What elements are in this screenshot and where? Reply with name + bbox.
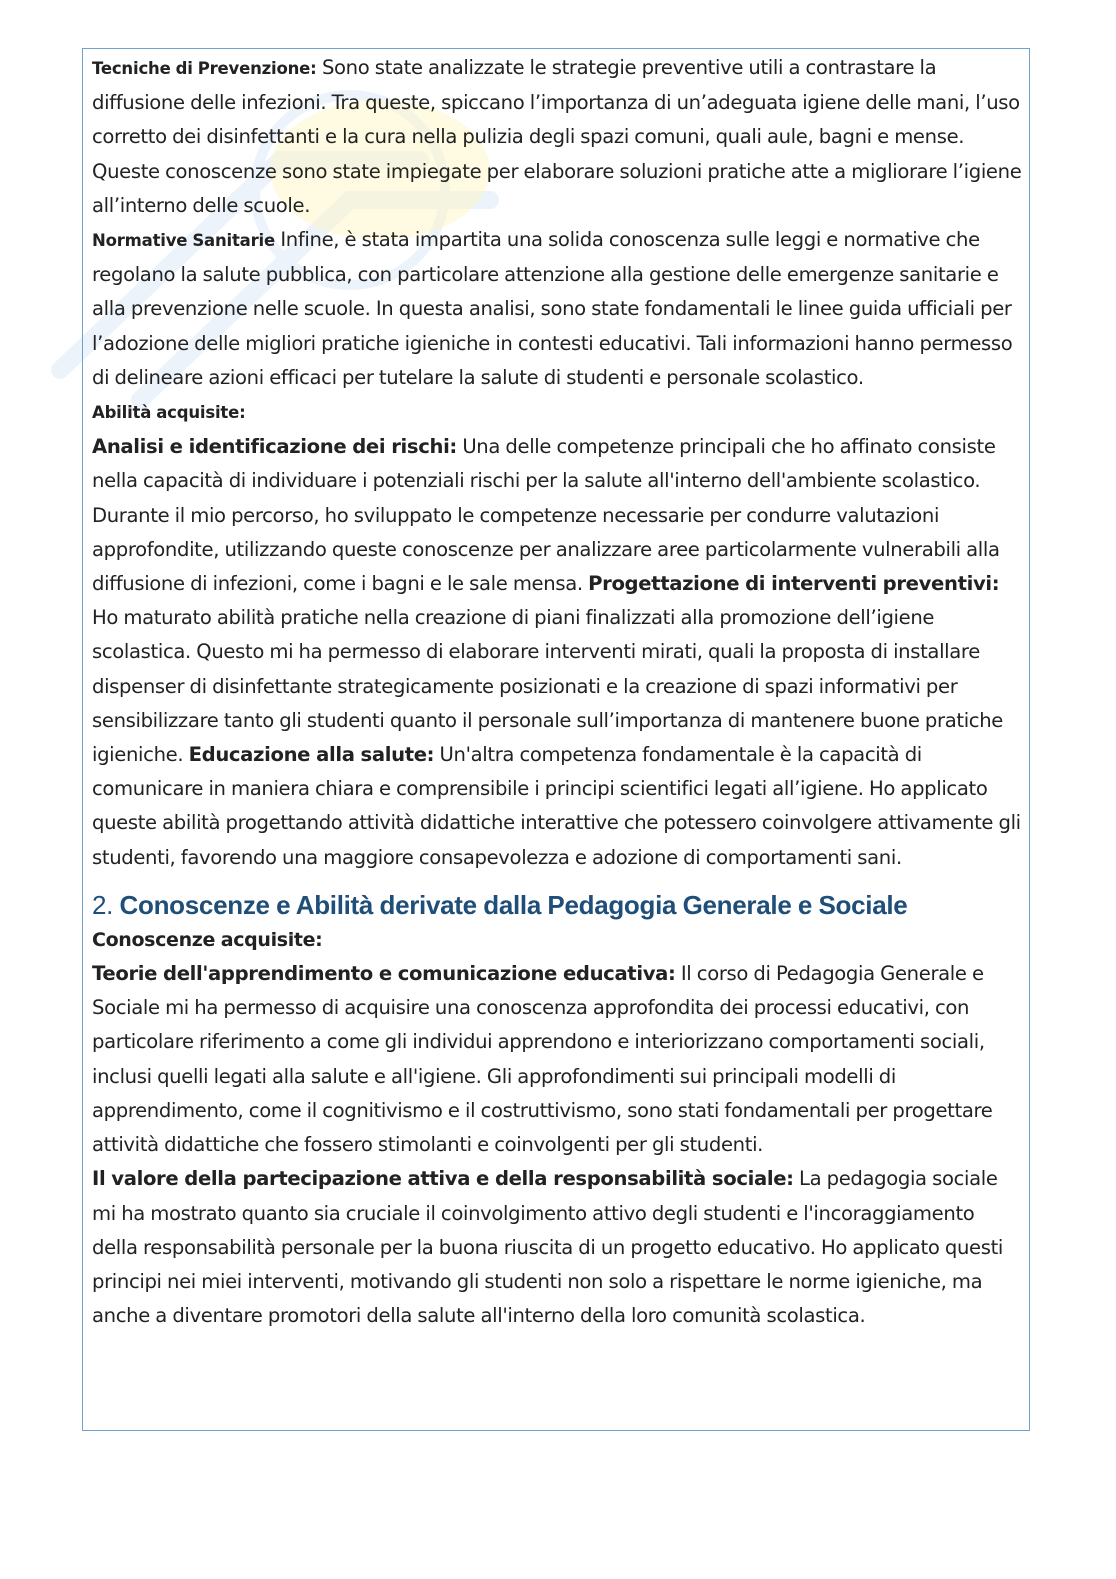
knowledge-heading-text: Conoscenze acquisite: [92, 928, 323, 951]
paragraph-theories [92, 957, 1022, 1162]
paragraph-abilities [92, 430, 1022, 875]
risk-label: Analisi e identificazione dei rischi: [92, 435, 457, 459]
theories-text: Il corso di Pedagogia Generale e Sociale mi ha permesso di acquisire una conoscenza approfondita dei processi educativi, con particolare riferimento a come gli individui apprendono e interiorizzano comportamenti sociali, inclusi quelli legati alla salute e all'igiene. Gli approfondimenti sui principali modelli di apprendimento, come il cognitivismo e il costruttivismo, sono stati fondamentali per progettare attività didattiche che fossero stimolanti e coinvolgenti per gli studenti. [92, 962, 993, 1157]
education-text: Un'altra competenza fondamentale è la capacità di comunicare in maniera chiara e comprensibile i principi scientifici legati all’igiene. Ho applicato queste abilità progettando attività didattiche interattive che potessero coinvolgere attivamente gli studenti, favorendo una maggiore consapevolezza e adozione di comportamenti sani. [92, 743, 1021, 869]
document-body [92, 51, 1022, 1333]
paragraph-normative [92, 223, 1022, 395]
theories-label: Teorie dell'apprendimento e comunicazione educativa: [92, 962, 676, 986]
participation-text: La pedagogia sociale mi ha mostrato quanto sia cruciale il coinvolgimento attivo degli studenti e l'incoraggiamento della responsabilità personale per la buona riuscita di un progetto educativo. Ho applicato questi principi nei miei interventi, motivando gli studenti non solo a rispettare le norme igieniche, ma anche a diventare promotori della salute all'interno della loro comunità scolastica. [92, 1167, 1004, 1328]
paragraph-participation [92, 1162, 1022, 1333]
abilities-heading-text: Abilità acquisite: [92, 403, 246, 423]
design-label: Progettazione di interventi preventivi: [588, 572, 1000, 596]
participation-label: Il valore della partecipazione attiva e della responsabilità sociale: [92, 1167, 794, 1191]
abilities-heading [92, 395, 1022, 430]
prevention-label: Tecniche di Prevenzione: [92, 59, 317, 78]
knowledge-heading [92, 923, 1022, 957]
section-2-heading [92, 875, 1022, 923]
section-2-number: 2. [92, 889, 114, 920]
risk-text: Una delle competenze principali che ho affinato consiste nella capacità di individuare i potenziali rischi per la salute all'interno dell'ambiente scolastico. Durante il mio percorso, ho sviluppato le competenze necessarie per condurre valutazioni approfondite, utilizzando queste conoscenze per analizzare aree particolarmente vulnerabili alla diffusione di infezioni, come i bagni e le sale mensa. [92, 435, 1000, 596]
paragraph-prevention [92, 51, 1022, 223]
prevention-text: Sono state analizzate le strategie preventive utili a contrastare la diffusione delle infezioni. Tra queste, spiccano l’importanza di un’adeguata igiene delle mani, l’uso corretto dei disinfettanti e la cura nella pulizia degli spazi comuni, quali aule, bagni e mense. Queste conoscenze sono state impiegate per elaborare soluzioni pratiche atte a migliorare l’igiene all’interno delle scuole. [92, 56, 1022, 217]
normative-text: Infine, è stata impartita una solida conoscenza sulle leggi e normative che regolano la salute pubblica, con particolare attenzione alla gestione delle emergenze sanitarie e alla prevenzione nelle scuole. In questa analisi, sono state fondamentali le linee guida ufficiali per l’adozione delle migliori pratiche igieniche in contesti educativi. Tali informazioni hanno permesso di delineare azioni efficaci per tutelare la salute di studenti e personale scolastico. [92, 228, 1013, 389]
section-2-title: Conoscenze e Abilità derivate dalla Pedagogia Generale e Sociale [119, 889, 908, 920]
education-label: Educazione alla salute: [188, 743, 435, 767]
design-text: Ho maturato abilità pratiche nella creazione di piani finalizzati alla promozione dell’igiene scolastica. Questo mi ha permesso di elaborare interventi mirati, quali la proposta di installare dispenser di disinfettante strategicamente posizionati e la creazione di spazi informativi per sensibilizzare tanto gli studenti quanto il personale sull’importanza di mantenere buone pratiche igieniche. [92, 606, 1004, 767]
normative-label: Normative Sanitarie [92, 231, 275, 251]
